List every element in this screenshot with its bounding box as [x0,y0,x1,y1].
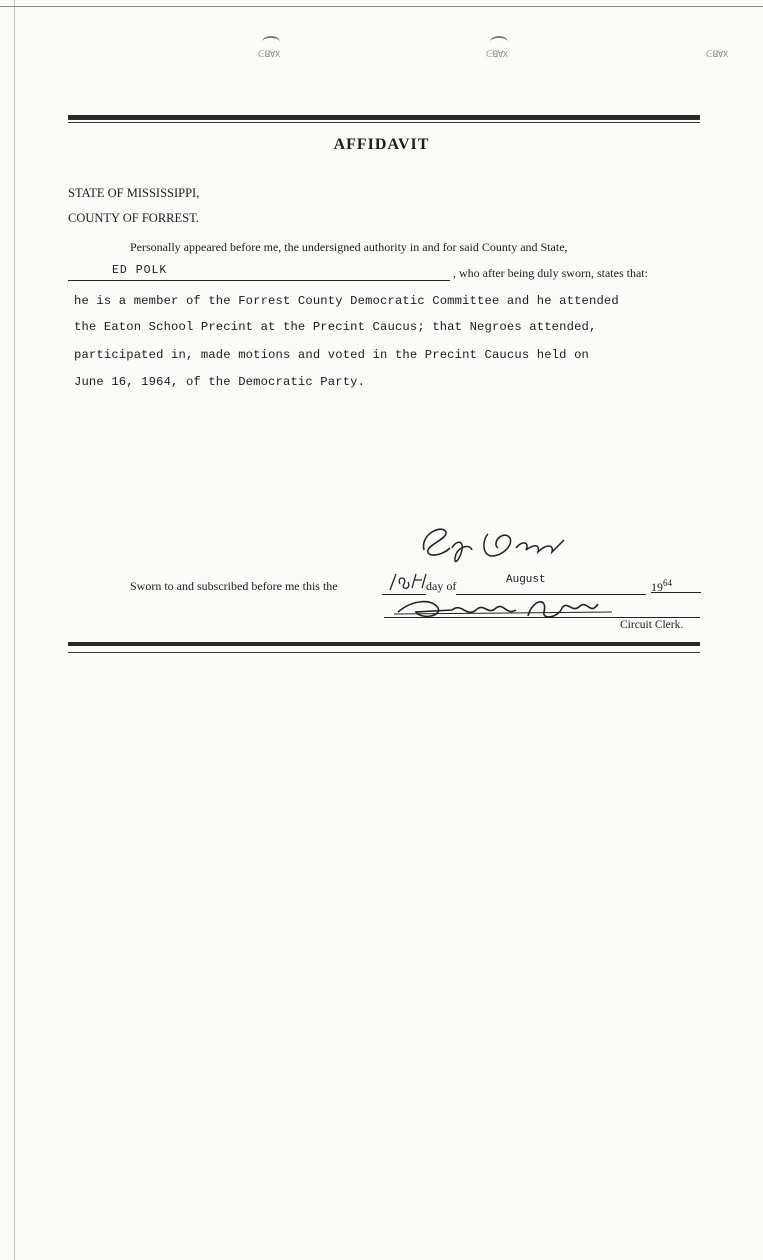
page-top-edge [0,6,763,7]
document-title: AFFIDAVIT [333,136,430,153]
county-line: COUNTY OF FORREST. [68,211,199,225]
intro-text: Personally appeared before me, the undersigned authority in and for said County and State, [130,240,568,254]
clerk-line [384,617,700,618]
state-line: STATE OF MISSISSIPPI, [68,186,200,200]
affiant-name: ED POLK [112,264,168,277]
year-prefix: 19 [651,580,663,594]
top-rule-thin [68,122,700,123]
affiant-name-line [68,266,450,281]
statement-line-1: he is a member of the Forrest County Democratic Committee and he attended [74,294,619,308]
clerk-label: Circuit Clerk. [620,619,684,631]
bottom-rule-thin [68,652,700,653]
statement-line-2: the Eaton School Precint at the Precint Caucus; that Negroes attended, [74,320,597,334]
month-value: August [506,574,546,586]
statement-line-3: participated in, made motions and voted in the Precint Caucus held on [74,348,589,362]
year-suffix: 64 [663,578,672,588]
bottom-rule [68,642,700,646]
statement-line-4: June 16, 1964, of the Democratic Party. [74,375,366,389]
ghost-mark-1: ᕮꓭ∀X [258,50,280,60]
sworn-label: Sworn to and subscribed before me this the [130,579,338,593]
top-rule [68,115,700,120]
day-of-label: day of [426,579,457,593]
ghost-mark-2: ᕮꓭ∀X [486,50,508,60]
clerk-signature [392,590,622,626]
year-field [651,578,701,593]
affiant-signature [412,514,592,570]
after-name-text: , who after being duly sworn, states that: [453,266,648,280]
page-edge [14,0,15,1260]
day-handwriting [386,572,430,592]
ghost-mark-3: ᕮꓭ∀X [706,50,728,60]
